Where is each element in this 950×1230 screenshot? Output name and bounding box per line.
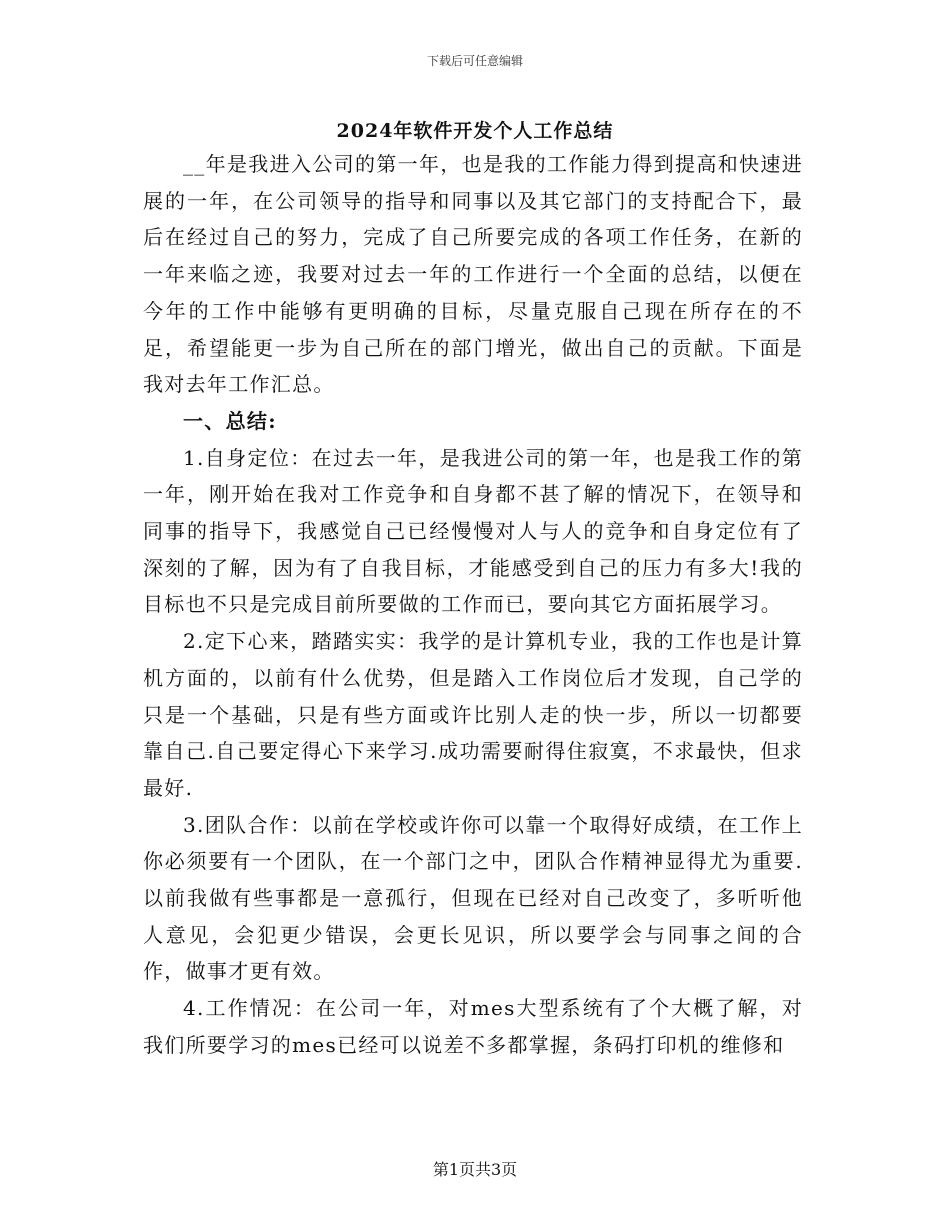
page-header-note: 下载后可任意编辑 <box>426 54 523 68</box>
item-teamwork: 3.团队合作：以前在学校或许你可以靠一个取得好成绩，在工作上你必须要有一个团队，在一个部门之中，团队合作精神显得尤为重要.以前我做有些事都是一意孤行，但现在已经对自己改变了，多听听他人意见，会犯更少错误，会更长见识，所以要学会与同事之间的合作，做事才更有效。 <box>143 812 803 984</box>
item-work-situation: 4.工作情况：在公司一年，对mes大型系统有了个大概了解，对我们所要学习的mes已经可以说差不多都掌握，条码打印机的维修和 <box>143 996 803 1057</box>
document-title: 2024年软件开发个人工作总结 <box>336 120 614 142</box>
item-self-positioning: 1.自身定位：在过去一年，是我进公司的第一年，也是我工作的第一年，刚开始在我对工作竞争和自身都不甚了解的情况下，在领导和同事的指导下，我感觉自己已经慢慢对人与人的竞争和自身定位有了深刻的了解，因为有了自我目标，才能感受到自己的压力有多大!我的目标也不只是完成目前所要做的工作而已，要向其它方面拓展学习。 <box>143 445 803 617</box>
item-settle-down: 2.定下心来，踏踏实实：我学的是计算机专业，我的工作也是计算机方面的，以前有什么优势，但是踏入工作岗位后才发现，自己学的只是一个基础，只是有些方面或许比别人走的快一步，所以一切都要靠自己.自己要定得心下来学习.成功需要耐得住寂寞，不求最快，但求最好. <box>143 629 803 800</box>
intro-paragraph: __年是我进入公司的第一年，也是我的工作能力得到提高和快速进展的一年，在公司领导的指导和同事以及其它部门的支持配合下，最后在经过自己的努力，完成了自己所要完成的各项工作任务，在新的一年来临之迹，我要对过去一年的工作进行一个全面的总结，以便在今年的工作中能够有更明确的目标，尽量克服自己现在所存在的不足，希望能更一步为自己所在的部门增光，做出自己的贡献。下面是我对去年工作汇总。 <box>143 152 803 397</box>
page-number: 第1页共3页 <box>432 1160 518 1179</box>
section-heading-summary: 一、总结: <box>183 408 277 433</box>
document-body <box>143 146 803 1064</box>
